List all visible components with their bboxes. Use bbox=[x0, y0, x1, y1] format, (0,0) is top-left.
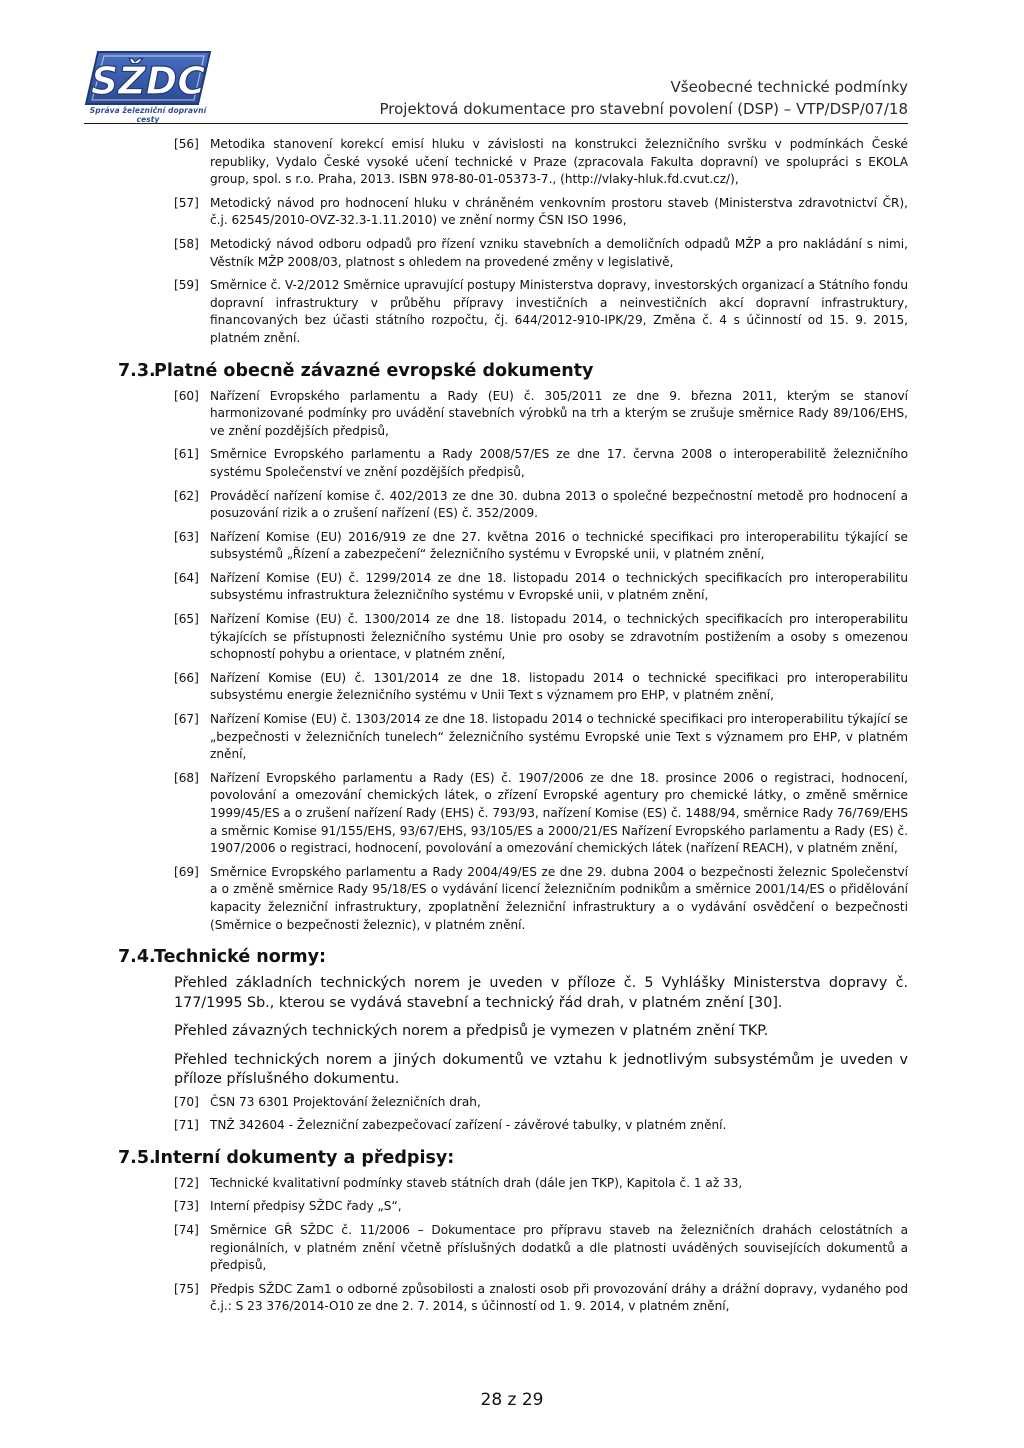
szdc-logo-icon bbox=[84, 50, 212, 106]
reference-item bbox=[118, 864, 908, 940]
reference-text: Směrnice č. V-2/2012 Směrnice upravující postupy Ministerstva dopravy, investorských organizací a Státního fondu dopravní infrastruktury v průběhu přípravy investičních a neinvestičních akcí dopravní infrastruktury, financovaných bez účasti státního rozpočtu, čj. 644/2012-910-IPK/29, Změna č. 4 s účinností od 15. 9. 2015, platném znění. bbox=[210, 278, 908, 345]
reference-text: Nařízení Komise (EU) 2016/919 ze dne 27. května 2016 o technické specifikaci pro interoperabilitu týkající se subsystémů „Řízení a zabezpečení“ železničního systému v Evropské unii, v platném znění, bbox=[210, 529, 908, 562]
szdc-logo bbox=[84, 50, 212, 122]
reference-number: [75] bbox=[174, 1281, 199, 1296]
reference-number: [69] bbox=[174, 864, 199, 879]
reference-item bbox=[118, 277, 908, 353]
reference-number: [58] bbox=[174, 236, 199, 251]
reference-number: [62] bbox=[174, 488, 199, 503]
reference-text: Interní předpisy SŽDC řady „S“, bbox=[210, 1199, 402, 1214]
reference-number: [65] bbox=[174, 612, 199, 627]
reference-item bbox=[118, 236, 908, 277]
reference-text: Nařízení Komise (EU) č. 1301/2014 ze dne 18. listopadu 2014 o technické specifikaci pro interoperabilitu subsystému energie železničního systému v Unii Text s významem pro EHP, v platném znění, bbox=[210, 670, 908, 703]
reference-number: [72] bbox=[174, 1175, 199, 1190]
reference-number: [57] bbox=[174, 195, 199, 210]
reference-number: [70] bbox=[174, 1094, 199, 1109]
reference-number: [59] bbox=[174, 278, 199, 293]
reference-text: Technické kvalitativní podmínky staveb státních drah (dále jen TKP), Kapitola č. 1 až 33, bbox=[210, 1175, 743, 1190]
reference-list bbox=[118, 136, 908, 354]
reference-list bbox=[118, 388, 908, 941]
reference-item bbox=[118, 1198, 908, 1222]
header-subtitle: Projektová dokumentace pro stavební povolení (DSP) – VTP/DSP/07/18 bbox=[379, 100, 908, 118]
document-body bbox=[118, 136, 908, 1322]
body-paragraph: Přehled základních technických norem je uveden v příloze č. 5 Vyhlášky Ministerstva dopravy č. 177/1995 Sb., kterou se vydává stavební a technický řád drah, v platném znění [30]. bbox=[174, 975, 908, 1011]
section-heading-7-4 bbox=[118, 946, 908, 968]
reference-item bbox=[118, 388, 908, 447]
reference-text: Nařízení Komise (EU) č. 1300/2014 ze dne 18. listopadu 2014, o technických specifikacích pro interoperabilitu týkajících se přístupnosti železničního systému Unie pro osoby se zdravotním postižením a osoby s omezenou schopností pohybu a orientace, v platném znění, bbox=[210, 612, 908, 662]
reference-number: [74] bbox=[174, 1223, 199, 1238]
reference-item bbox=[118, 570, 908, 611]
reference-item bbox=[118, 1117, 908, 1141]
reference-text: Nařízení Evropského parlamentu a Rady (EU) č. 305/2011 ze dne 9. března 2011, kterým se stanoví harmonizované podmínky pro uvádění stavebních výrobků na trh a kterým se zrušuje směrnice Rady 89/106/EHS, ve znění pozdějších předpisů, bbox=[210, 388, 908, 438]
body-paragraph: Přehled závazných technických norem a předpisů je vymezen v platném znění TKP. bbox=[174, 1023, 769, 1040]
reference-item bbox=[118, 136, 908, 195]
body-paragraph: Přehled technických norem a jiných dokumentů ve vztahu k jednotlivým subsystémům je uveden v příloze příslušného dokumentu. bbox=[174, 1051, 908, 1088]
reference-number: [66] bbox=[174, 670, 199, 685]
reference-text: ČSN 73 6301 Projektování železničních drah, bbox=[210, 1094, 481, 1109]
reference-list bbox=[118, 1175, 908, 1322]
reference-number: [68] bbox=[174, 770, 199, 785]
reference-item bbox=[118, 1094, 908, 1118]
reference-item bbox=[118, 1222, 908, 1281]
svg-text:SŽDC: SŽDC bbox=[90, 59, 206, 103]
reference-number: [64] bbox=[174, 570, 199, 585]
reference-text: Nařízení Evropského parlamentu a Rady (ES) č. 1907/2006 ze dne 18. prosince 2006 o registraci, hodnocení, povolování a omezování chemických látek, o zřízení Evropské agentury pro chemické látky, o změně směrnice 1999/45/ES a o zrušení nařízení Rady (EHS) č. 793/93, nařízení Komise (ES) č. 1488/94, směrnice Rady 76/769/EHS a směrnic Komise 91/155/EHS, 93/67/EHS, 93/105/ES a 2000/21/ES Nařízení Evropského parlamentu a Rady (ES) č. 1907/2006 o registraci, hodnocení, povolování a omezování chemických látek (nařízení REACH), v platném znění, bbox=[210, 770, 908, 856]
reference-item bbox=[118, 1281, 908, 1322]
reference-item bbox=[118, 770, 908, 864]
section-title: Technické normy: bbox=[154, 947, 327, 968]
reference-text: TNŽ 342604 - Železniční zabezpečovací zařízení - závěrové tabulky, v platném znění. bbox=[210, 1118, 727, 1133]
reference-number: [67] bbox=[174, 712, 199, 727]
reference-number: [71] bbox=[174, 1118, 199, 1133]
reference-item bbox=[118, 529, 908, 570]
section-title: Platné obecně závazné evropské dokumenty bbox=[154, 360, 594, 381]
reference-number: [56] bbox=[174, 137, 199, 151]
reference-item bbox=[118, 670, 908, 711]
section-title: Interní dokumenty a předpisy: bbox=[154, 1147, 455, 1168]
reference-number: [60] bbox=[174, 388, 199, 403]
reference-item bbox=[118, 611, 908, 670]
reference-number: [61] bbox=[174, 447, 199, 462]
header-title: Všeobecné technické podmínky bbox=[670, 78, 908, 96]
page-number: 28 z 29 bbox=[480, 1390, 544, 1410]
reference-item bbox=[118, 488, 908, 529]
header-rule bbox=[84, 123, 908, 124]
reference-number: [73] bbox=[174, 1199, 199, 1214]
section-heading-7-3 bbox=[118, 360, 908, 382]
reference-text: Prováděcí nařízení komise č. 402/2013 ze dne 30. dubna 2013 o společné bezpečnostní metodě pro hodnocení a posuzování rizik a o zrušení nařízení (ES) č. 352/2009. bbox=[210, 488, 908, 521]
reference-item bbox=[118, 446, 908, 487]
reference-item bbox=[118, 1175, 908, 1199]
reference-text: Směrnice GŘ SŽDC č. 11/2006 – Dokumentace pro přípravu staveb na železničních drahách celostátních a regionálních, v platném znění včetně příslušných dodatků a dle platnosti uváděných souvisejících dokumentů a předpisů, bbox=[210, 1223, 908, 1273]
reference-text: Nařízení Komise (EU) č. 1299/2014 ze dne 18. listopadu 2014 o technických specifikacích pro interoperabilitu subsystému infrastruktura železničního systému v Evropské unii, v platném znění, bbox=[210, 570, 908, 603]
reference-text: Metodika stanovení korekcí emisí hluku v závislosti na konstrukci železničního svršku v podmínkách České republiky, Vydalo České vysoké učení technické v Praze (zpracovala Fakulta dopravní) ve spolupráci s EKOLA group, spol. s r.o. Praha, 2013. ISBN 978-80-01-05373-7., (http://vlaky-hluk.fd.cvut.cz/), bbox=[210, 137, 908, 187]
section-number: 7.5. bbox=[118, 1147, 156, 1168]
reference-text: Metodický návod odboru odpadů pro řízení vzniku stavebních a demoličních odpadů MŽP a pro nakládání s nimi, Věstník MŽP 2008/03, platnost s ohledem na provedené změny v legislativě, bbox=[210, 236, 908, 269]
section-number: 7.4. bbox=[118, 947, 156, 968]
reference-text: Nařízení Komise (EU) č. 1303/2014 ze dne 18. listopadu 2014 o technické specifikaci pro interoperabilitu týkající se „bezpečnosti v železničních tunelech“ železničního systému Evropské unie Text s významem pro EHP, v platném znění, bbox=[210, 712, 908, 762]
reference-text: Předpis SŽDC Zam1 o odborné způsobilosti a znalosti osob při provozování dráhy a drážní dopravy, vydaného pod č.j.: S 23 376/2014-O10 ze dne 2. 7. 2014, s účinností od 1. 9. 2014, v platném znění, bbox=[210, 1281, 908, 1314]
reference-text: Směrnice Evropského parlamentu a Rady 2008/57/ES ze dne 17. června 2008 o interoperabilitě železničního systému Společenství ve znění pozdějších předpisů, bbox=[210, 447, 908, 479]
logo-caption: Správa železniční dopravní cesty bbox=[89, 106, 207, 124]
reference-number: [63] bbox=[174, 529, 199, 544]
reference-list bbox=[118, 1094, 908, 1141]
section-heading-7-5 bbox=[118, 1147, 908, 1169]
section-number: 7.3. bbox=[118, 360, 156, 381]
reference-item bbox=[118, 195, 908, 236]
document-header bbox=[379, 76, 908, 120]
reference-item bbox=[118, 711, 908, 770]
reference-text: Směrnice Evropského parlamentu a Rady 2004/49/ES ze dne 29. dubna 2004 o bezpečnosti železnic Společenství a o změně směrnice Rady 95/18/ES o vydávání licencí železničním podnikům a směrnice 2001/14/ES o přidělování kapacity železniční infrastruktury, zpoplatnění železniční infrastruktury a o vydávání osvědčení o bezpečnosti (Směrnice o bezpečnosti železnic), v platném znění. bbox=[210, 864, 908, 932]
reference-text: Metodický návod pro hodnocení hluku v chráněném venkovním prostoru staveb (Ministerstva zdravotnictví ČR), č.j. 62545/2010-OVZ-32.3-1.11.2010) ve znění normy ČSN ISO 1996, bbox=[210, 195, 908, 228]
